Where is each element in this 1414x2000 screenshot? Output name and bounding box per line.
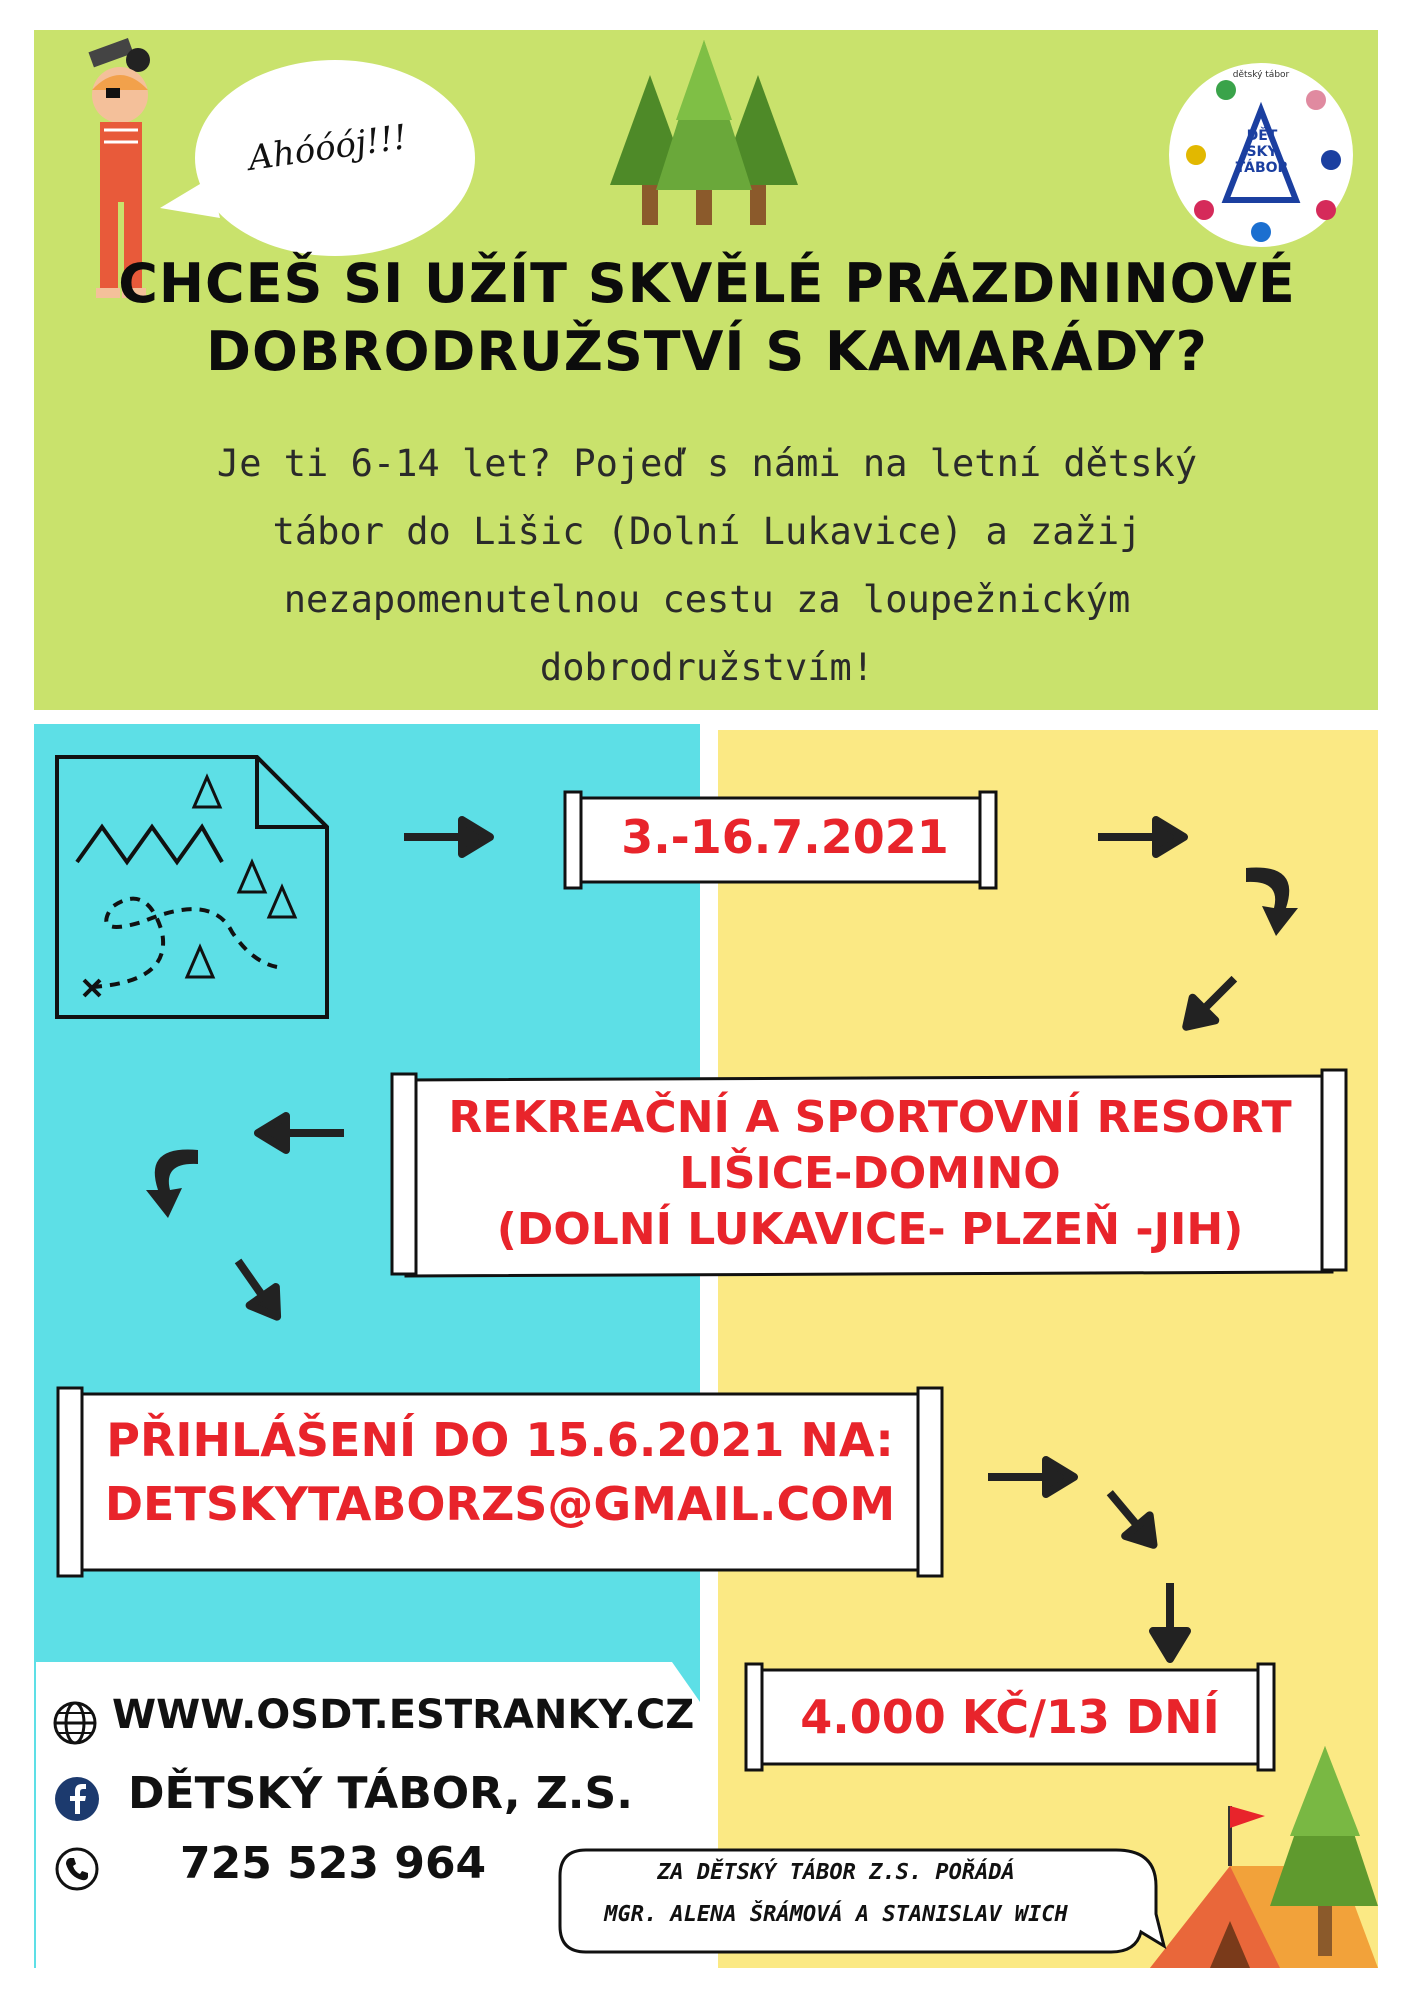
signup-email[interactable]: DETSKYTABORZS@GMAIL.COM — [104, 1477, 896, 1531]
pine-trees-icon — [600, 40, 810, 230]
resort-line-2: LIŠICE-DOMINO — [679, 1148, 1061, 1199]
arrow-icon — [402, 812, 492, 862]
arrow-icon — [256, 1108, 346, 1158]
headline — [60, 250, 1354, 386]
intro-line-2: tábor do Lišic (Dolní Lukavice) a zažij — [272, 510, 1142, 553]
organizer-line-2: MGR. ALENA ŠRÁMOVÁ A STANISLAV WICH — [604, 1902, 1068, 1927]
curved-arrow-icon — [1236, 858, 1306, 938]
arrow-icon — [1096, 1478, 1166, 1558]
facebook-page[interactable]: DĚTSKÝ TÁBOR, Z.S. — [128, 1768, 633, 1819]
intro-line-4: dobrodružstvím! — [539, 646, 875, 689]
logo-center-letters: DĚT SKÝ TÁBOR — [1235, 128, 1289, 176]
signup-info — [80, 1408, 920, 1536]
camp-price: 4.000 KČ/13 DNÍ — [800, 1690, 1220, 1744]
intro-line-1: Je ti 6-14 let? Pojeď s námi na letní dětský — [216, 442, 1198, 485]
headline-line-1: CHCEŠ SI UŽÍT SKVĚLÉ PRÁZDNINOVÉ — [118, 252, 1296, 315]
phone-number[interactable]: 725 523 964 — [180, 1838, 487, 1889]
website-link[interactable]: WWW.OSDT.ESTRANKY.CZ — [112, 1692, 695, 1738]
camp-date: 3.-16.7.2021 — [621, 810, 949, 864]
arrow-icon — [1096, 812, 1186, 862]
arrow-icon — [1176, 962, 1246, 1042]
tent-and-tree-icon — [1140, 1746, 1378, 1968]
intro-text — [100, 430, 1314, 702]
organizer-info — [556, 1852, 1116, 1936]
resort-line-1: REKREAČNÍ A SPORTOVNÍ RESORT — [448, 1092, 1292, 1143]
phone-icon — [54, 1846, 100, 1892]
facebook-icon — [54, 1776, 100, 1822]
intro-line-3: nezapomenutelnou cestu za loupežnickým — [283, 578, 1131, 621]
resort-location — [420, 1090, 1320, 1258]
globe-icon — [52, 1700, 98, 1746]
organizer-line-1: ZA DĚTSKÝ TÁBOR Z.S. POŘÁDÁ — [657, 1860, 1015, 1885]
speech-bubble-text: Ahóóój!!! — [245, 117, 410, 179]
signup-line-1: PŘIHLÁŠENÍ DO 15.6.2021 NA: — [106, 1413, 894, 1467]
treasure-map-icon — [52, 752, 332, 1022]
arrow-icon — [1140, 1566, 1200, 1656]
arrow-icon — [986, 1452, 1076, 1502]
headline-line-2: DOBRODRUŽSTVÍ S KAMARÁDY? — [206, 320, 1208, 383]
curved-arrow-icon — [138, 1140, 208, 1220]
logo-caption: dětský tábor — [1232, 70, 1290, 80]
arrow-icon — [222, 1248, 292, 1328]
resort-line-3: (DOLNÍ LUKAVICE- PLZEŇ -JIH) — [496, 1204, 1244, 1255]
